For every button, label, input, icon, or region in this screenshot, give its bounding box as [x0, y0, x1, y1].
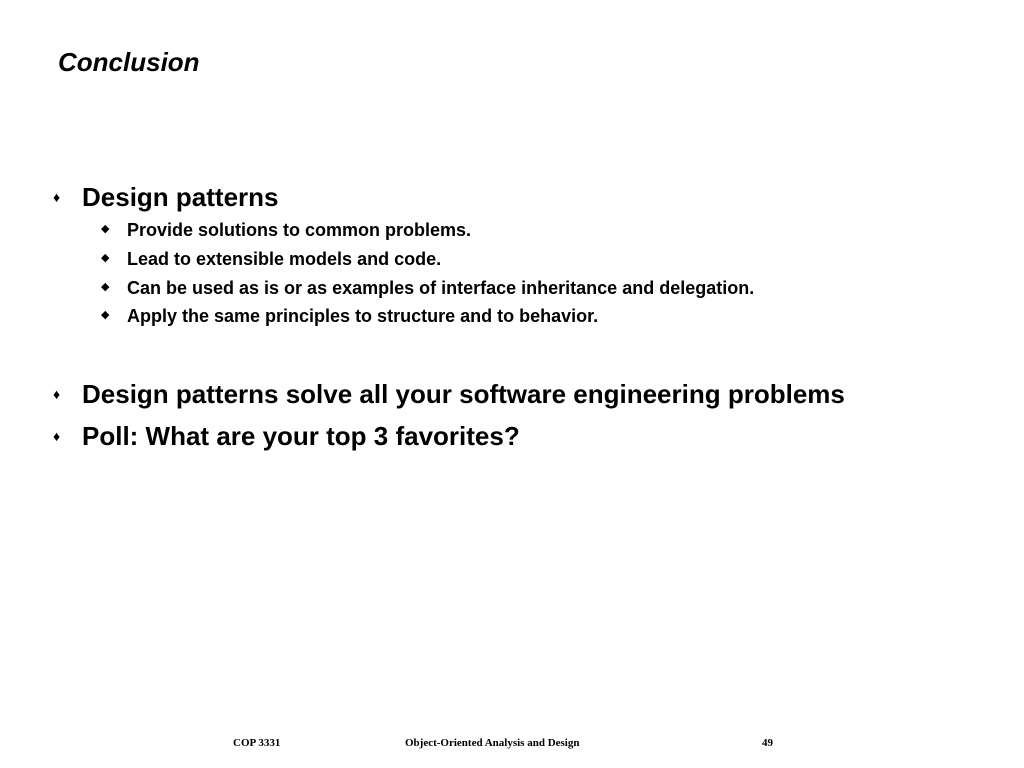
diamond-bullet-icon: ♦ [53, 428, 61, 444]
bullet-text: Poll: What are your top 3 favorites? [82, 421, 520, 451]
footer-course: COP 3331 [233, 737, 281, 749]
bullet-text: Design patterns [82, 182, 279, 212]
bullet-text: Design patterns solve all your software engineering problems [82, 379, 845, 409]
sub-bullet-text: Provide solutions to common problems. [127, 220, 472, 240]
sub-bullet-text: Lead to extensible models and code. [127, 249, 442, 269]
diamond-bullet-icon: ◆ [101, 252, 110, 264]
diamond-bullet-icon: ♦ [53, 386, 61, 402]
sub-bullet-text: Can be used as is or as examples of interface inheritance and delegation. [127, 278, 755, 298]
diamond-bullet-icon: ◆ [101, 223, 110, 235]
diamond-bullet-icon: ♦ [53, 189, 61, 205]
sub-bullet-text: Apply the same principles to structure and to behavior. [127, 306, 599, 326]
diamond-bullet-icon: ◆ [101, 309, 110, 321]
slide-title: Conclusion [58, 47, 200, 77]
footer-subject: Object-Oriented Analysis and Design [405, 737, 580, 749]
footer-page-number: 49 [762, 737, 773, 749]
diamond-bullet-icon: ◆ [101, 281, 110, 293]
